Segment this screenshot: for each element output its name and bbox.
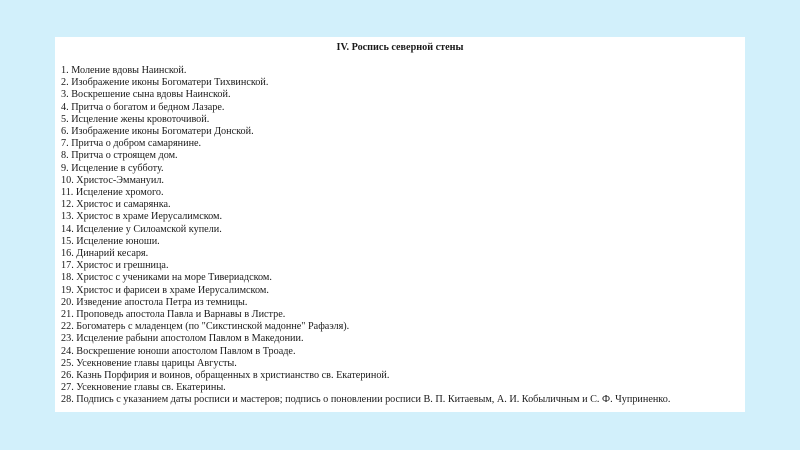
list-item: 7. Притча о добром самарянине.: [61, 138, 202, 150]
list-item: 24. Воскрешение юноши апостолом Павлом в Троаде.: [61, 345, 296, 357]
list-item: 2. Изображение иконы Богоматери Тихвинской.: [61, 77, 269, 89]
list-item: 1. Моление вдовы Наинской.: [61, 65, 187, 76]
list-item: 9. Исцеление в субботу.: [61, 162, 164, 174]
list-item: 19. Христос и фарисеи в храме Иерусалимском.: [61, 284, 269, 296]
list-item: 16. Динарий кесаря.: [61, 248, 149, 260]
list-item: 8. Притча о строящем дом.: [61, 150, 178, 162]
list-item: 23. Исцеление рабыни апостолом Павлом в Македонии.: [61, 333, 304, 345]
list-item: 10. Христос-Эммануил.: [61, 174, 164, 186]
document-title: IV. Роспись северной стены: [336, 42, 464, 53]
list-item: 22. Богоматерь с младенцем (по "Сикстинской мадонне" Рафаэля).: [61, 321, 350, 333]
list-item: 25. Усекновение главы царицы Августы.: [61, 357, 237, 369]
list-item: 5. Исцеление жены кровоточивой.: [61, 113, 210, 125]
list-item: 14. Исцеление у Силоамской купели.: [61, 223, 222, 235]
list-item: 13. Христос в храме Иерусалимском.: [61, 211, 223, 223]
list-item: 28. Подпись с указанием даты росписи и мастеров; подпись о поновлении росписи В. П. Китаевым, А. И. Кобыличным и С. Ф. Чуприненко.: [61, 394, 671, 406]
document-page: [55, 37, 745, 412]
list-item: 6. Изображение иконы Богоматери Донской.: [61, 126, 254, 138]
list-item: 27. Усекновение главы св. Екатерины.: [61, 382, 226, 394]
fresco-list: [61, 65, 739, 407]
list-item: 4. Притча о богатом и бедном Лазаре.: [61, 101, 225, 113]
list-item: 12. Христос и самарянка.: [61, 199, 171, 211]
list-item: 15. Исцеление юноши.: [61, 235, 160, 247]
list-item: 20. Изведение апостола Петра из темницы.: [61, 296, 248, 308]
list-item: 3. Воскрешение сына вдовы Наинской.: [61, 89, 231, 101]
list-item: 17. Христос и грешница.: [61, 260, 169, 272]
list-item: 18. Христос с учениками на море Тивериадском.: [61, 272, 272, 284]
list-item: 11. Исцеление хромого.: [61, 187, 164, 199]
list-item: 21. Проповедь апостола Павла и Варнавы в Листре.: [61, 309, 286, 321]
list-item: 26. Казнь Порфирия и воинов, обращенных в христианство св. Екатериной.: [61, 370, 390, 382]
